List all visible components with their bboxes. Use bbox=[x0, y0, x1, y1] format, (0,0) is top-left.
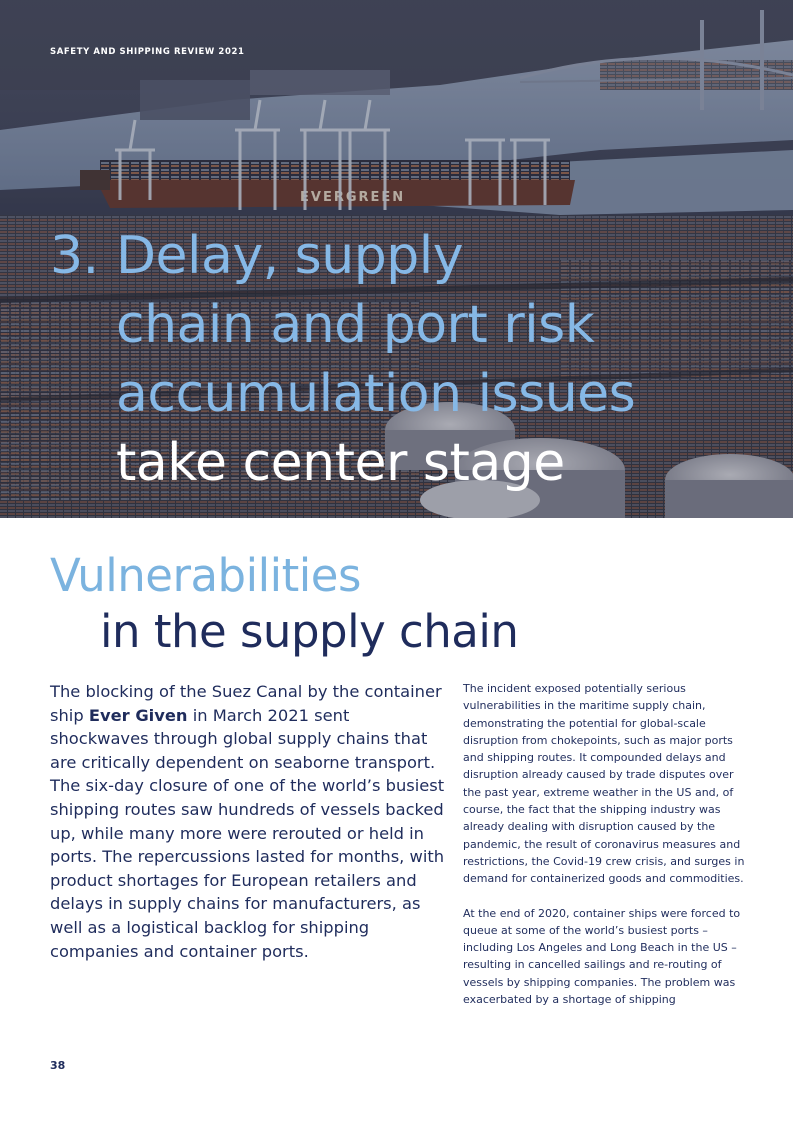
chapter-title-line-2: chain and port risk bbox=[116, 295, 595, 355]
chapter-title bbox=[50, 222, 635, 498]
chapter-number: 3. bbox=[50, 226, 99, 286]
chapter-title-line-3: accumulation issues bbox=[116, 364, 636, 424]
lead-ship-name: Ever Given bbox=[88, 705, 188, 725]
ship-hull-lettering: EVERGREEN bbox=[300, 190, 406, 205]
lead-text-1: The blocking of the Suez Canal by the container ship bbox=[50, 682, 442, 725]
body-column bbox=[463, 680, 745, 1025]
lead-text-2: in March 2021 sent shockwaves through global supply chains that are critically dependent on seaborne transport. The six-day closure of one of the world’s busiest shipping routes saw hundreds of vessels backed up, while many more were rerouted or held in ports. The repercussions lasted for months, with product shortages for European retailers and delays in supply chains for manufacturers, as well as a logistical backlog for shipping companies and container ports. bbox=[50, 705, 445, 961]
section-heading-line-1: Vulnerabilities bbox=[50, 549, 361, 602]
lead-paragraph bbox=[50, 680, 448, 963]
body-paragraph-2: At the end of 2020, container ships were forced to queue at some of the world’s busiest ports – including Los Angeles and Long Beach in the US – resulting in cancelled sailings and re-routing of vessels by shipping companies. The problem was exacerbated by a shortage of shipping bbox=[463, 906, 741, 1007]
section-heading bbox=[50, 548, 518, 660]
section-heading-line-2: in the supply chain bbox=[100, 605, 519, 658]
chapter-title-line-1 bbox=[50, 222, 635, 291]
report-series-label: SAFETY AND SHIPPING REVIEW 2021 bbox=[50, 47, 245, 57]
chapter-title-line-4: take center stage bbox=[116, 433, 565, 493]
hero-photo-panel bbox=[0, 0, 793, 518]
page-number: 38 bbox=[50, 1059, 66, 1072]
body-paragraph-1: The incident exposed potentially serious vulnerabilities in the maritime supply chain, demonstrating the potential for global-scale disruption from chokepoints, such as major ports and shipping routes. It compounded delays and disruption already caused by trade disputes over the past year, extreme weather in the US and, of course, the fact that the shipping industry was already dealing with disruption caused by the pandemic, the result of coronavirus measures and restrictions, the Covid-19 crew crisis, and surges in demand for containerized goods and commodities. bbox=[463, 682, 745, 886]
chapter-title-text-1: Delay, supply bbox=[116, 226, 463, 286]
